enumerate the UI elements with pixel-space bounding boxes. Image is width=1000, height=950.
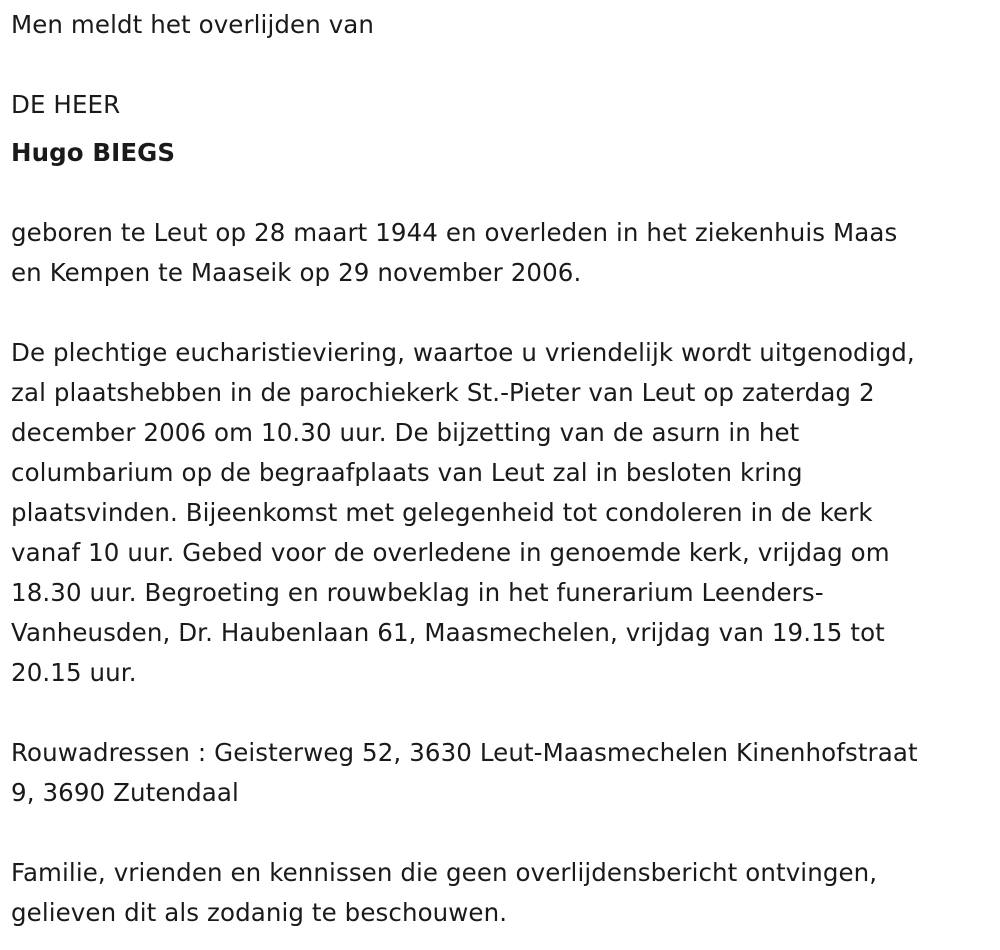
ceremony-line: Vanheusden, Dr. Haubenlaan 61, Maasmechelen, vrijdag van 19.15 tot bbox=[11, 618, 885, 647]
deceased-name: Hugo BIEGS bbox=[11, 138, 176, 167]
ceremony-line: vanaf 10 uur. Gebed voor de overledene in genoemde kerk, vrijdag om bbox=[11, 538, 890, 567]
ceremony-line: 20.15 uur. bbox=[11, 658, 137, 687]
ceremony-line: columbarium op de begraafplaats van Leut zal in besloten kring bbox=[11, 458, 803, 487]
birth-death-line: en Kempen te Maaseik op 29 november 2006. bbox=[11, 258, 582, 287]
ceremony-line: plaatsvinden. Bijeenkomst met gelegenheid tot condoleren in de kerk bbox=[11, 498, 873, 527]
intro-text: Men meldt het overlijden van bbox=[11, 10, 375, 39]
address-line: 9, 3690 Zutendaal bbox=[11, 778, 239, 807]
ceremony-line: zal plaatshebben in de parochiekerk St.-Pieter van Leut op zaterdag 2 bbox=[11, 378, 875, 407]
ceremony-line: december 2006 om 10.30 uur. De bijzetting van de asurn in het bbox=[11, 418, 800, 447]
closing-line: gelieven dit als zodanig te beschouwen. bbox=[11, 898, 508, 927]
closing-line: Familie, vrienden en kennissen die geen overlijdensbericht ontvingen, bbox=[11, 858, 878, 887]
address-line: Rouwadressen : Geisterweg 52, 3630 Leut-Maasmechelen Kinenhofstraat bbox=[11, 738, 918, 767]
ceremony-line: De plechtige eucharistieviering, waartoe u vriendelijk wordt uitgenodigd, bbox=[11, 338, 915, 367]
ceremony-line: 18.30 uur. Begroeting en rouwbeklag in het funerarium Leenders- bbox=[11, 578, 824, 607]
birth-death-line: geboren te Leut op 28 maart 1944 en overleden in het ziekenhuis Maas bbox=[11, 218, 898, 247]
honorific: DE HEER bbox=[11, 90, 121, 119]
